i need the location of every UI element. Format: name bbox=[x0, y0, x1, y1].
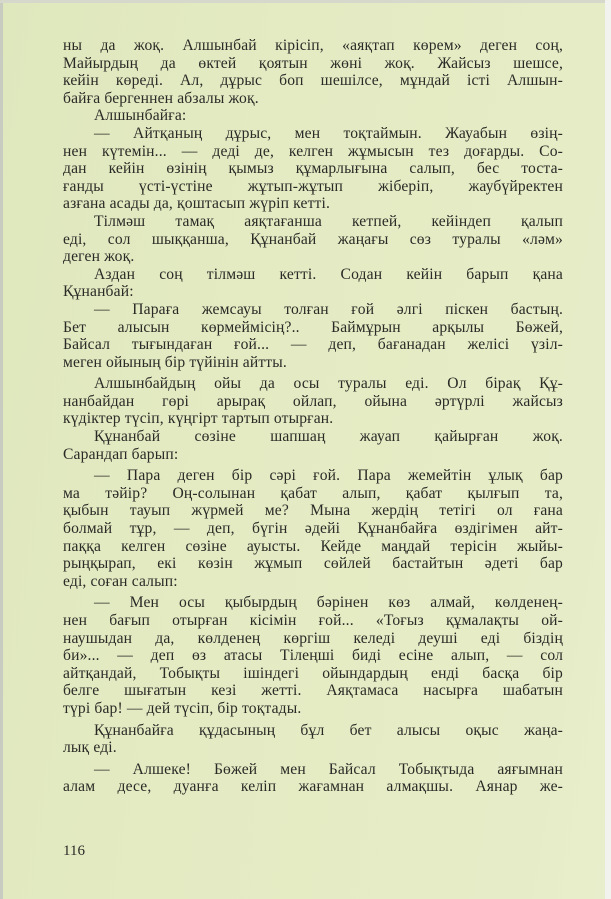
text-line: Тілмәш тамақ аяқтағанша кетпей, кейіндеп қалып bbox=[94, 212, 563, 230]
text-line: Сарандап барып: bbox=[63, 445, 179, 463]
text-line: лық еді. bbox=[63, 739, 117, 757]
text-line: белге шығатын кезі жетті. Аяқтамаса насырға шабатын bbox=[63, 682, 563, 700]
paragraph bbox=[63, 722, 563, 757]
text-line: — Алшеке! Бөжей мен Байсал Тобықтыда аяғымнан bbox=[94, 760, 563, 778]
text-line: деген жоқ. bbox=[63, 248, 135, 266]
text-line: Алшынбайға: bbox=[94, 107, 187, 125]
page-number: 116 bbox=[63, 843, 85, 859]
text-line: ны да жоқ. Алшынбай кірісіп, «аяқтап көрем» деген соң, bbox=[63, 37, 563, 54]
text-line: ғанды үсті-үстіне жұтып-жұтып жіберіп, жаубүйректен bbox=[63, 177, 563, 195]
text-line: — Айтқаның дұрыс, мен тоқтаймын. Жауабын өзің- bbox=[94, 124, 563, 142]
text-line: ма тәйір? Оң-солынан қабат алып, қабат қылғып та, bbox=[63, 484, 563, 502]
text-line: Құнанбай: bbox=[63, 283, 134, 301]
text-line: Майырдың да өктей қоятын жөні жоқ. Жайсыз шешсе, bbox=[63, 54, 563, 72]
paragraph bbox=[63, 301, 563, 371]
text-line: түрі бар! — дей түсіп, бір тоқтады. bbox=[63, 699, 302, 717]
text-line: дан кейін өзінің қымыз құмарлығына салып, бес тоста- bbox=[63, 160, 563, 178]
text-line: еді, соған салып: bbox=[63, 572, 178, 590]
text-line: айтқандай, Тобықты ішіндегі ойындардың енді басқа бір bbox=[63, 664, 563, 682]
text-line: би»... — деп өз атасы Тілеңші биді есіне алып, — сол bbox=[63, 647, 563, 665]
scan-right-edge bbox=[605, 0, 611, 899]
text-line: нен бағып отырған кісімін ғой... «Тоғыз құмалақты ой- bbox=[63, 612, 563, 629]
text-line: азғана асады да, қоштасып жүріп кетті. bbox=[63, 195, 331, 213]
text-line: — Мен осы қыбырдың бәрінен көз алмай, көлденең- bbox=[94, 594, 563, 612]
paragraph bbox=[63, 428, 563, 463]
text-line: Аздан соң тілмәш кетті. Содан кейін барып қана bbox=[94, 265, 563, 283]
text-line: Құнанбай сөзіне шапшаң жауап қайырған жоқ. bbox=[94, 428, 563, 446]
paragraph bbox=[63, 266, 563, 301]
text-line: Бет алысын көрмеймісің?.. Баймұрын арқылы Бөжей, bbox=[63, 318, 563, 336]
paragraph bbox=[63, 375, 563, 428]
paragraph bbox=[63, 761, 563, 796]
text-line: наушыдан да, көлденең көргіш келеді деуші еді біздің bbox=[63, 629, 563, 647]
paragraph bbox=[63, 594, 563, 717]
text-line: нанбайдан гөрі арырақ ойлап, ойына әртүрлі жайсыз bbox=[63, 392, 563, 410]
text-line: күдіктер түсіп, күңгірт тартып отырған. bbox=[63, 410, 334, 428]
text-line: — Параға жемсауы толған ғой әлгі піскен бастың. bbox=[94, 300, 563, 318]
text-line: қыбын тауып жүрмей ме? Мына жердің тетігі ол ғана bbox=[63, 502, 563, 520]
text-line: еді, сол шыққанша, Құнанбай жаңағы сөз туралы «ләм» bbox=[63, 230, 563, 248]
text-line: паққа келген сөзіне ауысты. Кейде маңдай терісін жыйы- bbox=[63, 537, 563, 555]
text-line: Құнанбайға құдасының бұл бет алысы оқыс жаңа- bbox=[94, 721, 563, 739]
paragraph bbox=[63, 107, 563, 125]
body-text bbox=[63, 37, 563, 796]
text-line: рыңқырап, екі көзін жұмып сөйлей бастайтын әдеті бар bbox=[63, 555, 563, 573]
paragraph bbox=[63, 37, 563, 107]
text-line: кейін көреді. Ал, дұрыс боп шешілсе, мұндай істі Алшын- bbox=[63, 72, 563, 90]
paragraph bbox=[63, 213, 563, 266]
text-line: — Пара деген бір сәрі ғой. Пара жемейтін ұлық бар bbox=[94, 467, 563, 485]
text-line: нен күтемін... — деді де, келген жұмысын тез доғарды. Со- bbox=[63, 142, 563, 160]
text-line: Байсал тығындаған ғой... — деп, бағанадан желісі үзіл- bbox=[63, 336, 563, 354]
text-line: болмай тұр, — деп, бүгін әдейі Құнанбайға өздігімен айт- bbox=[63, 520, 563, 538]
text-line: алам десе, дуанға келіп жағамнан алмақшы. Аянар же- bbox=[63, 778, 563, 796]
paragraph bbox=[63, 125, 563, 213]
text-line: меген ойының бір түйінін айтты. bbox=[63, 353, 287, 371]
paragraph bbox=[63, 467, 563, 590]
text-line: Алшынбайдың ойы да осы туралы еді. Ол бірақ Құ- bbox=[94, 375, 563, 393]
text-line: байға бергеннен абзалы жоқ. bbox=[63, 89, 259, 107]
